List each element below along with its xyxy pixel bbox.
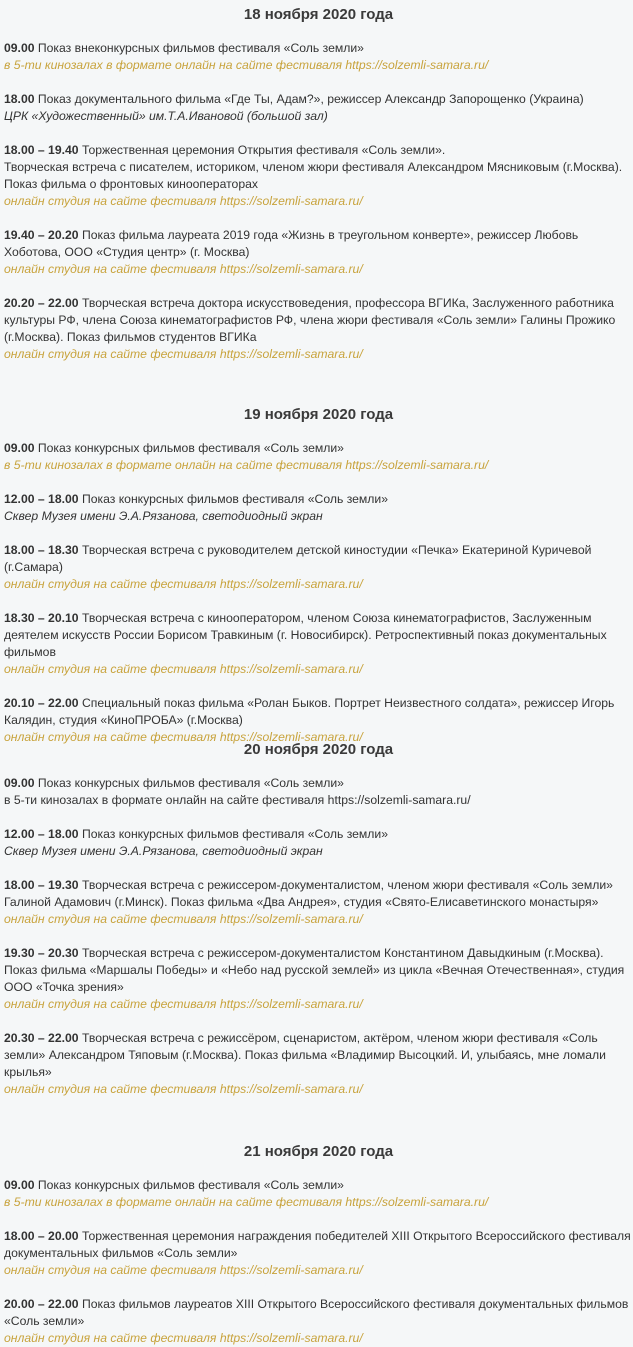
entry-line [4, 91, 633, 108]
schedule-entry [4, 440, 633, 474]
entry-time: 09.00 [4, 41, 35, 55]
entry-description: Показ документального фильма «Где Ты, Адам?», режиссер Александр Запорощенко (Украина) [34, 92, 584, 106]
entry-line [4, 40, 633, 57]
schedule-entry [4, 1177, 633, 1211]
day-entries [4, 775, 633, 1098]
entry-line [4, 695, 633, 729]
entry-description: Показ конкурсных фильмов фестиваля «Соль земли» [34, 776, 344, 790]
entry-line [4, 542, 633, 576]
entry-description: Показ конкурсных фильмов фестиваля «Соль земли» [78, 492, 389, 506]
entry-time: 09.00 [4, 1178, 35, 1192]
schedule-entry [4, 945, 633, 1013]
entry-line [4, 1177, 633, 1194]
entry-description: Показ конкурсных фильмов фестиваля «Соль земли» [78, 827, 389, 841]
entry-online-note: онлайн студия на сайте фестиваля https://solzemli-samara.ru/ [4, 997, 363, 1011]
entry-line [4, 1030, 633, 1081]
entry-description: Показ фильмов лауреатов XIII Открытого Всероссийского фестиваля документальных фильмов «Соль земли» [4, 1297, 629, 1328]
entry-online-note: онлайн студия на сайте фестиваля https://solzemli-samara.ru/ [4, 662, 363, 676]
entry-time: 18.00 – 18.30 [4, 543, 79, 557]
entry-venue: ЦРК «Художественный» им.Т.А.Ивановой (большой зал) [4, 109, 328, 123]
entry-venue: Сквер Музея имени Э.А.Рязанова, светодиодный экран [4, 844, 323, 858]
entry-time: 18.00 – 19.30 [4, 878, 79, 892]
schedule-entry [4, 91, 633, 125]
entry-extra-line: Показ фильма о фронтовых кинооператорах [4, 177, 258, 191]
day-title: 19 ноября 2020 года [243, 406, 394, 423]
entry-description: Показ конкурсных фильмов фестиваля «Соль земли» [34, 1178, 344, 1192]
entry-online-note: в 5-ти кинозалах в формате онлайн на сайте фестиваля https://solzemli-samara.ru/ [4, 458, 489, 472]
entry-line [4, 1296, 633, 1330]
day-title: 18 ноября 2020 года [243, 6, 394, 23]
entry-time: 20.30 – 22.00 [4, 1031, 79, 1045]
day-section [4, 739, 633, 1098]
schedule-entry [4, 877, 633, 928]
entry-description: Творческая встреча с режиссёром, сценаристом, актёром, членом жюри фестиваля «Соль земли» Александром Тяповым (г.Москва). Показ фильма «Владимир Высоцкий. И, улыбаясь, мне ломали крылья» [4, 1031, 606, 1079]
entry-line [4, 1228, 633, 1262]
day-section [4, 1141, 633, 1347]
entry-online-note: в 5-ти кинозалах в формате онлайн на сайте фестиваля https://solzemli-samara.ru/ [4, 793, 471, 807]
entry-line [4, 227, 633, 261]
entry-time: 19.40 – 20.20 [4, 228, 79, 242]
entry-time: 20.10 – 22.00 [4, 696, 79, 710]
entry-online-note: онлайн студия на сайте фестиваля https://solzemli-samara.ru/ [4, 347, 363, 361]
schedule-entry [4, 227, 633, 278]
schedule-entry [4, 542, 633, 593]
schedule-entry [4, 775, 633, 809]
schedule-entry [4, 610, 633, 678]
schedule-entry [4, 1228, 633, 1279]
schedule-entry [4, 142, 633, 210]
entry-online-note: онлайн студия на сайте фестиваля https://solzemli-samara.ru/ [4, 1331, 363, 1345]
day-entries [4, 440, 633, 746]
entry-description: Показ внеконкурсных фильмов фестиваля «Соль земли» [34, 41, 364, 55]
entry-line [4, 877, 633, 911]
entry-description: Торжественная церемония Открытия фестиваля «Соль земли». [78, 143, 446, 157]
schedule-entry [4, 491, 633, 525]
entry-time: 12.00 – 18.00 [4, 492, 79, 506]
entry-line [4, 491, 633, 508]
entry-description: Специальный показ фильма «Ролан Быков. Портрет Неизвестного солдата», режиссер Игорь Калядин, студия «КиноПРОБА» (г.Москва) [4, 696, 615, 727]
entry-online-note: онлайн студия на сайте фестиваля https://solzemli-samara.ru/ [4, 577, 363, 591]
entry-line [4, 610, 633, 661]
schedule-entry [4, 826, 633, 860]
entry-time: 20.00 – 22.00 [4, 1297, 79, 1311]
entry-time: 19.30 – 20.30 [4, 946, 79, 960]
entry-extra-line: Творческая встреча с писателем, историком, членом жюри фестиваля Александром Мясниковым (г.Москва). [4, 160, 623, 174]
day-title: 20 ноября 2020 года [243, 741, 394, 758]
entry-online-note: в 5-ти кинозалах в формате онлайн на сайте фестиваля https://solzemli-samara.ru/ [4, 58, 489, 72]
entry-description: Показ конкурсных фильмов фестиваля «Соль земли» [34, 441, 344, 455]
day-section [4, 404, 633, 746]
entry-online-note: в 5-ти кинозалах в формате онлайн на сайте фестиваля https://solzemli-samara.ru/ [4, 1195, 489, 1209]
entry-time: 12.00 – 18.00 [4, 827, 79, 841]
entry-time: 09.00 [4, 776, 35, 790]
entry-line [4, 142, 633, 159]
schedule-entry [4, 1296, 633, 1347]
day-entries [4, 1177, 633, 1347]
entry-description: Творческая встреча с режиссером-документалистом, членом жюри фестиваля «Соль земли» Галиной Адамович (г.Минск). Показ фильма «Два Андрея», студия «Свято-Елисаветинского монастыря» [4, 878, 613, 909]
entry-time: 09.00 [4, 441, 35, 455]
entry-online-note: онлайн студия на сайте фестиваля https://solzemli-samara.ru/ [4, 262, 363, 276]
entry-description: Творческая встреча доктора искусствоведения, профессора ВГИКа, Заслуженного работника культуры РФ, члена Союза кинематографистов РФ, члена жюри фестиваля «Соль земли» Галины Прожико (г.Москва). Показ фильмов студентов ВГИКа [4, 296, 616, 344]
entry-time: 18.00 – 20.00 [4, 1229, 79, 1243]
day-entries [4, 40, 633, 363]
entry-time: 20.20 – 22.00 [4, 296, 79, 310]
schedule-entry [4, 295, 633, 363]
day-title: 21 ноября 2020 года [243, 1143, 394, 1160]
entry-time: 18.00 – 19.40 [4, 143, 79, 157]
entry-time: 18.00 [4, 92, 35, 106]
schedule-entry [4, 1030, 633, 1098]
entry-line [4, 440, 633, 457]
entry-description: Творческая встреча с режиссером-документалистом Константином Давыдкиным (г.Москва). Показ фильма «Маршалы Победы» и «Небо над русской землей» из цикла «Вечная Отечественная», студия ООО «Точка зрения» [4, 946, 625, 994]
entry-online-note: онлайн студия на сайте фестиваля https://solzemli-samara.ru/ [4, 912, 363, 926]
entry-online-note: онлайн студия на сайте фестиваля https://solzemli-samara.ru/ [4, 194, 363, 208]
entry-line [4, 826, 633, 843]
entry-description: Творческая встреча с кинооператором, членом Союза кинематографистов, Заслуженным деятелем искусств России Борисом Травкиным (г. Новосибирск). Ретроспективный показ документальных фильмов [4, 611, 607, 659]
entry-line [4, 295, 633, 346]
entry-online-note: онлайн студия на сайте фестиваля https://solzemli-samara.ru/ [4, 1263, 363, 1277]
entry-line [4, 775, 633, 792]
entry-description: Торжественная церемония награждения победителей XIII Открытого Всероссийского фестиваля документальных фильмов «Соль земли» [4, 1229, 631, 1260]
entry-line [4, 945, 633, 996]
entry-venue: Сквер Музея имени Э.А.Рязанова, светодиодный экран [4, 509, 323, 523]
schedule-entry [4, 40, 633, 74]
entry-time: 18.30 – 20.10 [4, 611, 79, 625]
entry-description: Творческая встреча с руководителем детской киностудии «Печка» Екатериной Куричевой (г.Самара) [4, 543, 592, 574]
entry-online-note: онлайн студия на сайте фестиваля https://solzemli-samara.ru/ [4, 1082, 363, 1096]
entry-online-note: онлайн студия на сайте фестиваля https://solzemli-samara.ru/ [4, 730, 363, 744]
day-section [4, 4, 633, 363]
entry-description: Показ фильма лауреата 2019 года «Жизнь в треугольном конверте», режиссер Любовь Хоботова, ООО «Студия центр» (г. Москва) [4, 228, 579, 259]
